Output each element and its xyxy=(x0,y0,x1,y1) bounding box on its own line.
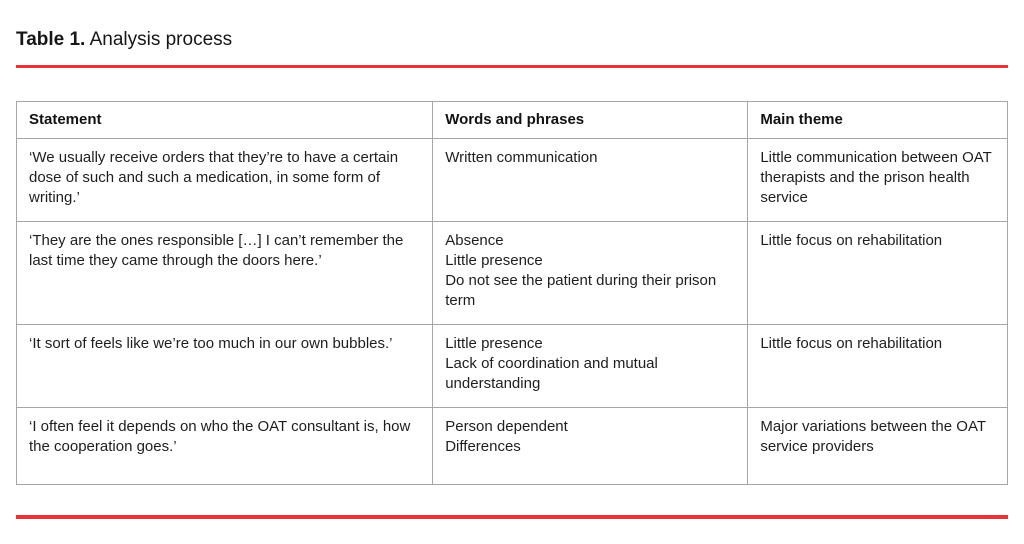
words-and-phrases-cell xyxy=(433,139,748,222)
words-line: Lack of coordination and mutual understanding xyxy=(445,355,658,392)
table-row xyxy=(17,408,1008,485)
words-and-phrases-cell xyxy=(433,325,748,408)
table-row xyxy=(17,325,1008,408)
table-row xyxy=(17,222,1008,325)
words-and-phrases-cell xyxy=(433,408,748,485)
table-row xyxy=(17,139,1008,222)
words-line: Absence xyxy=(445,232,504,249)
table-caption xyxy=(16,0,1008,50)
bottom-red-rule xyxy=(16,515,1008,519)
statement-cell: ‘We usually receive orders that they’re to have a certain dose of such and such a medication, in some form of writing.’ xyxy=(17,139,433,222)
column-header-main-theme: Main theme xyxy=(748,102,1008,139)
table-title-text: Analysis process xyxy=(85,29,233,50)
column-header-statement: Statement xyxy=(17,102,433,139)
table-header-row xyxy=(17,102,1008,139)
words-line: Little presence xyxy=(445,335,543,352)
analysis-table xyxy=(16,101,1008,485)
words-line: Little presence xyxy=(445,252,543,269)
top-red-rule xyxy=(16,65,1008,68)
words-line: Written communication xyxy=(445,149,598,166)
statement-cell: ‘They are the ones responsible […] I can’t remember the last time they came through the doors here.’ xyxy=(17,222,433,325)
column-header-words-and-phrases: Words and phrases xyxy=(433,102,748,139)
main-theme-cell: Little focus on rehabilitation xyxy=(748,325,1008,408)
table-body xyxy=(17,139,1008,485)
main-theme-cell: Major variations between the OAT service providers xyxy=(748,408,1008,485)
words-line: Person dependent xyxy=(445,418,568,435)
table-number-label: Table 1. xyxy=(16,29,86,50)
words-line: Differences xyxy=(445,438,521,455)
words-and-phrases-cell xyxy=(433,222,748,325)
words-line: Do not see the patient during their prison term xyxy=(445,272,717,309)
main-theme-cell: Little communication between OAT therapists and the prison health service xyxy=(748,139,1008,222)
statement-cell: ‘It sort of feels like we’re too much in our own bubbles.’ xyxy=(17,325,433,408)
statement-cell: ‘I often feel it depends on who the OAT consultant is, how the cooperation goes.’ xyxy=(17,408,433,485)
main-theme-cell: Little focus on rehabilitation xyxy=(748,222,1008,325)
